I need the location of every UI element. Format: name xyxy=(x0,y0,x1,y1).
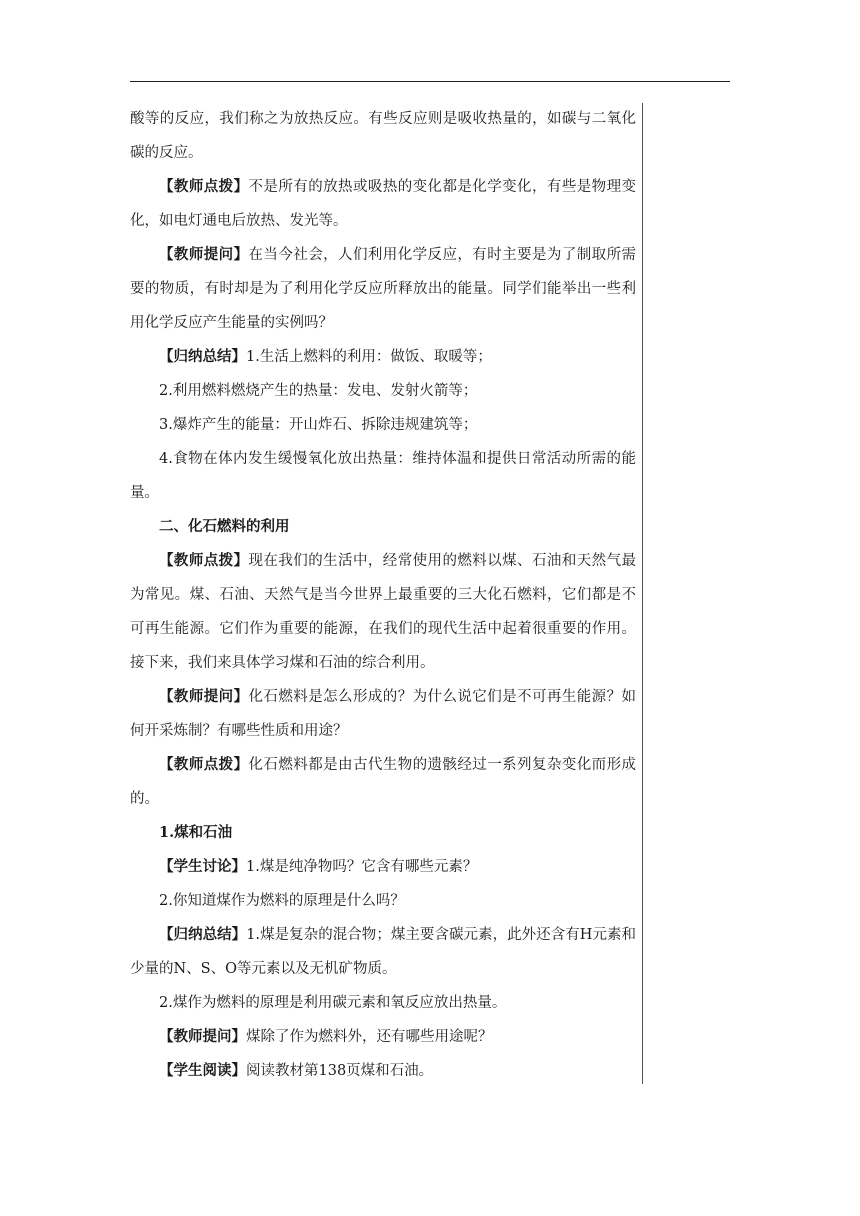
paragraph xyxy=(130,510,636,544)
paragraph xyxy=(130,340,636,374)
paragraph-text: 化石燃料是怎么形成的？为什么说它们是不可再生能源？如何开采炼制？有哪些性质和用途？ xyxy=(130,689,636,739)
paragraph-text: 1.生活上燃料的利用：做饭、取暖等； xyxy=(246,349,492,365)
paragraph-text: 1.煤是复杂的混合物；煤主要含碳元素，此外还含有H元素和少量的N、S、O等元素以及无机矿物质。 xyxy=(130,927,637,977)
section-tag: 【教师点拨】 xyxy=(159,756,249,773)
paragraph-text: 煤除了作为燃料外，还有哪些用途呢？ xyxy=(246,1029,493,1045)
section-tag: 【教师点拨】 xyxy=(159,552,249,569)
paragraph-text: 现在我们的生活中，经常使用的燃料以煤、石油和天然气最为常见。煤、石油、天然气是当今世界上最重要的三大化石燃料，它们都是不可再生能源。它们作为重要的能源，在我们的现代生活中起着很重要的作用。接下来，我们来具体学习煤和石油的综合利用。 xyxy=(130,553,636,671)
paragraph xyxy=(130,986,636,1020)
section-tag: 【学生讨论】 xyxy=(159,858,246,875)
paragraph xyxy=(130,544,636,680)
section-tag: 【归纳总结】 xyxy=(159,348,246,365)
section-tag: 【教师点拨】 xyxy=(159,178,249,195)
section-tag: 【教师提问】 xyxy=(159,246,249,263)
paragraph xyxy=(130,1020,636,1054)
paragraph xyxy=(130,408,636,442)
header-rule xyxy=(130,81,730,82)
paragraph-text: 2.你知道煤作为燃料的原理是什么吗？ xyxy=(159,893,405,909)
column-divider xyxy=(642,103,643,1084)
paragraph xyxy=(130,1054,636,1088)
paragraph-text: 阅读教材第138页煤和石油。 xyxy=(246,1063,434,1079)
paragraph xyxy=(130,816,636,850)
paragraph-text: 不是所有的放热或吸热的变化都是化学变化，有些是物理变化，如电灯通电后放热、发光等。 xyxy=(130,179,636,229)
paragraph-text: 酸等的反应，我们称之为放热反应。有些反应则是吸收热量的，如碳与二氧化碳的反应。 xyxy=(130,111,636,161)
section-tag: 【学生阅读】 xyxy=(159,1062,246,1079)
section-tag: 【教师提问】 xyxy=(159,1028,246,1045)
paragraph-text: 化石燃料都是由古代生物的遗骸经过一系列复杂变化而形成的。 xyxy=(130,757,636,807)
paragraph-text: 1.煤是纯净物吗？它含有哪些元素？ xyxy=(246,859,478,875)
paragraph xyxy=(130,884,636,918)
paragraph xyxy=(130,374,636,408)
paragraph xyxy=(130,102,636,170)
paragraph xyxy=(130,680,636,748)
paragraph-text: 2.煤作为燃料的原理是利用碳元素和氧反应放出热量。 xyxy=(159,995,507,1011)
paragraph-text: 1.煤和石油 xyxy=(159,824,233,841)
paragraph xyxy=(130,748,636,816)
paragraph xyxy=(130,850,636,884)
section-tag: 【教师提问】 xyxy=(159,688,249,705)
paragraph xyxy=(130,918,636,986)
paragraph xyxy=(130,442,636,510)
paragraph-text: 4.食物在体内发生缓慢氧化放出热量：维持体温和提供日常活动所需的能量。 xyxy=(130,451,636,501)
paragraph-text: 2.利用燃料燃烧产生的热量：发电、发射火箭等； xyxy=(159,383,478,399)
paragraph-text: 在当今社会，人们利用化学反应，有时主要是为了制取所需要的物质，有时却是为了利用化学反应所释放出的能量。同学们能举出一些利用化学反应产生能量的实例吗？ xyxy=(130,247,636,331)
paragraph xyxy=(130,170,636,238)
paragraph-text: 3.爆炸产生的能量：开山炸石、拆除违规建筑等； xyxy=(159,417,478,433)
section-tag: 【归纳总结】 xyxy=(159,926,247,943)
paragraph xyxy=(130,238,636,340)
document-body xyxy=(130,102,636,1088)
paragraph-text: 二、化石燃料的利用 xyxy=(159,518,290,535)
